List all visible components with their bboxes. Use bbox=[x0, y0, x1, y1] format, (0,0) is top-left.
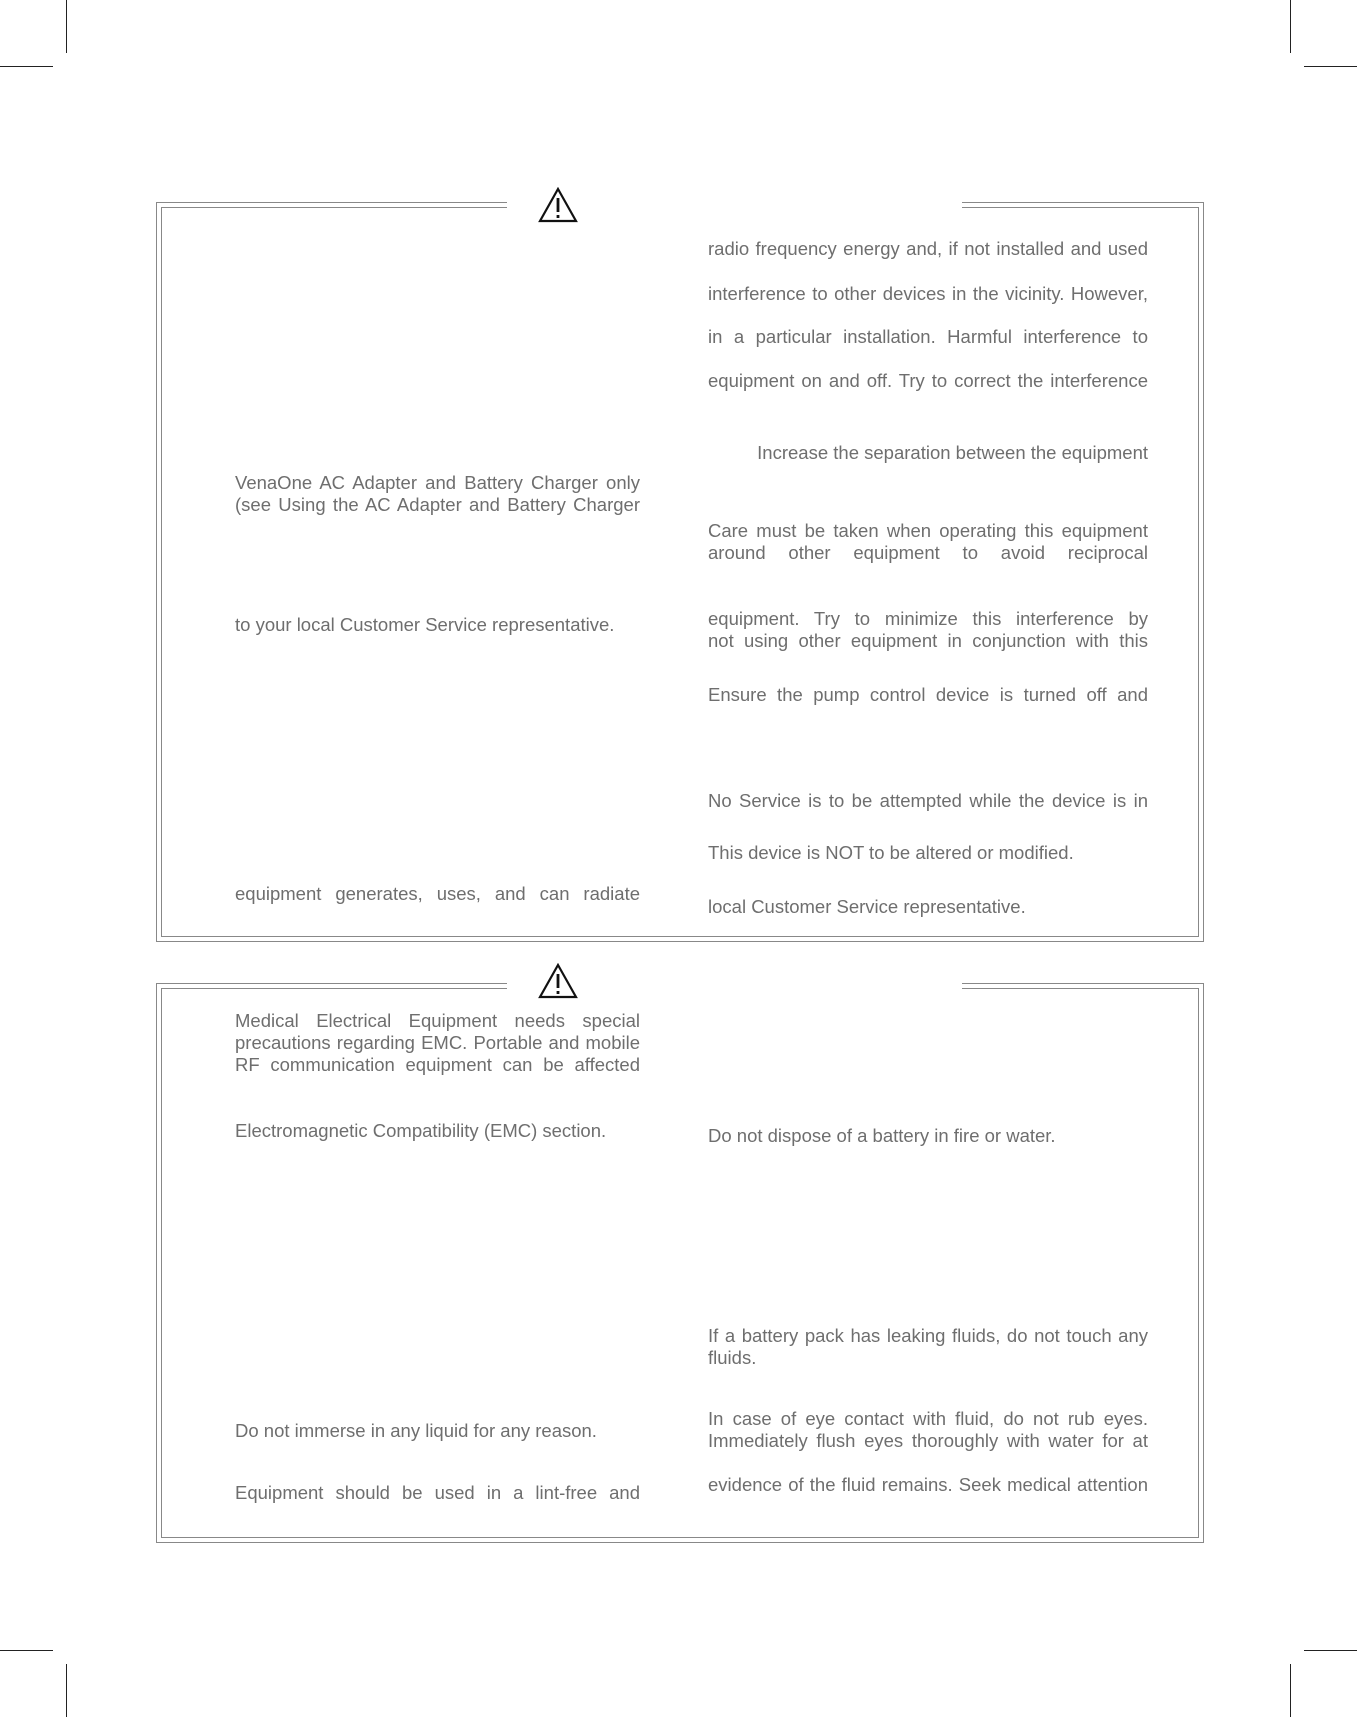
box1-right-line-8: equipment. Try to minimize this interference by bbox=[708, 608, 1148, 629]
warning-box-1 bbox=[156, 202, 1204, 942]
box1-right-line-12: This device is NOT to be altered or modified. bbox=[708, 842, 1074, 863]
box2-right-line-5: Immediately flush eyes thoroughly with water for at bbox=[708, 1430, 1148, 1451]
box2-right-line-4: In case of eye contact with fluid, do not rub eyes. bbox=[708, 1408, 1148, 1429]
crop-mark bbox=[1304, 1650, 1357, 1651]
box2-right-line-3: fluids. bbox=[708, 1347, 757, 1368]
box1-right-line-1: radio frequency energy and, if not installed and used bbox=[708, 238, 1148, 259]
box1-right-line-2: interference to other devices in the vicinity. However, bbox=[708, 283, 1148, 304]
box1-right-line-5: Increase the separation between the equipment bbox=[757, 442, 1148, 463]
crop-mark bbox=[66, 1664, 67, 1717]
box1-left-line-2: (see Using the AC Adapter and Battery Charger bbox=[235, 494, 640, 515]
box1-right-line-13: local Customer Service representative. bbox=[708, 896, 1026, 917]
box2-right-line-6: evidence of the fluid remains. Seek medical attention bbox=[708, 1474, 1148, 1495]
box2-left-line-6: Equipment should be used in a lint-free and bbox=[235, 1482, 640, 1503]
box1-right-line-7: around other equipment to avoid reciprocal bbox=[708, 542, 1148, 563]
box2-left-line-3: RF communication equipment can be affected bbox=[235, 1054, 640, 1075]
crop-mark bbox=[1290, 0, 1291, 53]
crop-mark bbox=[66, 0, 67, 53]
crop-mark bbox=[1304, 66, 1357, 67]
box2-left-line-4: Electromagnetic Compatibility (EMC) section. bbox=[235, 1120, 607, 1141]
box2-left-line-2: precautions regarding EMC. Portable and mobile bbox=[235, 1032, 640, 1053]
warning-triangle-icon bbox=[538, 963, 578, 999]
crop-mark bbox=[0, 66, 53, 67]
box2-left-line-5: Do not immerse in any liquid for any reason. bbox=[235, 1420, 597, 1441]
box1-right-line-11: No Service is to be attempted while the device is in bbox=[708, 790, 1148, 811]
box2-right-line-2: If a battery pack has leaking fluids, do not touch any bbox=[708, 1325, 1148, 1346]
box2-left-line-1: Medical Electrical Equipment needs special bbox=[235, 1010, 640, 1031]
crop-mark bbox=[1290, 1664, 1291, 1717]
box1-right-line-4: equipment on and off. Try to correct the interference bbox=[708, 370, 1148, 391]
box1-right-line-9: not using other equipment in conjunction with this bbox=[708, 630, 1148, 651]
box1-left-line-3: to your local Customer Service representative. bbox=[235, 614, 615, 635]
box1-right-line-6: Care must be taken when operating this equipment bbox=[708, 520, 1148, 541]
box1-right-line-3: in a particular installation. Harmful interference to bbox=[708, 326, 1148, 347]
box1-left-line-1: VenaOne AC Adapter and Battery Charger only bbox=[235, 472, 640, 493]
box1-left-line-4: equipment generates, uses, and can radiate bbox=[235, 883, 640, 904]
box-inner-border bbox=[161, 207, 1199, 937]
warning-triangle-icon bbox=[538, 187, 578, 223]
box1-right-line-10: Ensure the pump control device is turned off and bbox=[708, 684, 1148, 705]
box2-right-line-1: Do not dispose of a battery in fire or water. bbox=[708, 1125, 1056, 1146]
crop-mark bbox=[0, 1650, 53, 1651]
